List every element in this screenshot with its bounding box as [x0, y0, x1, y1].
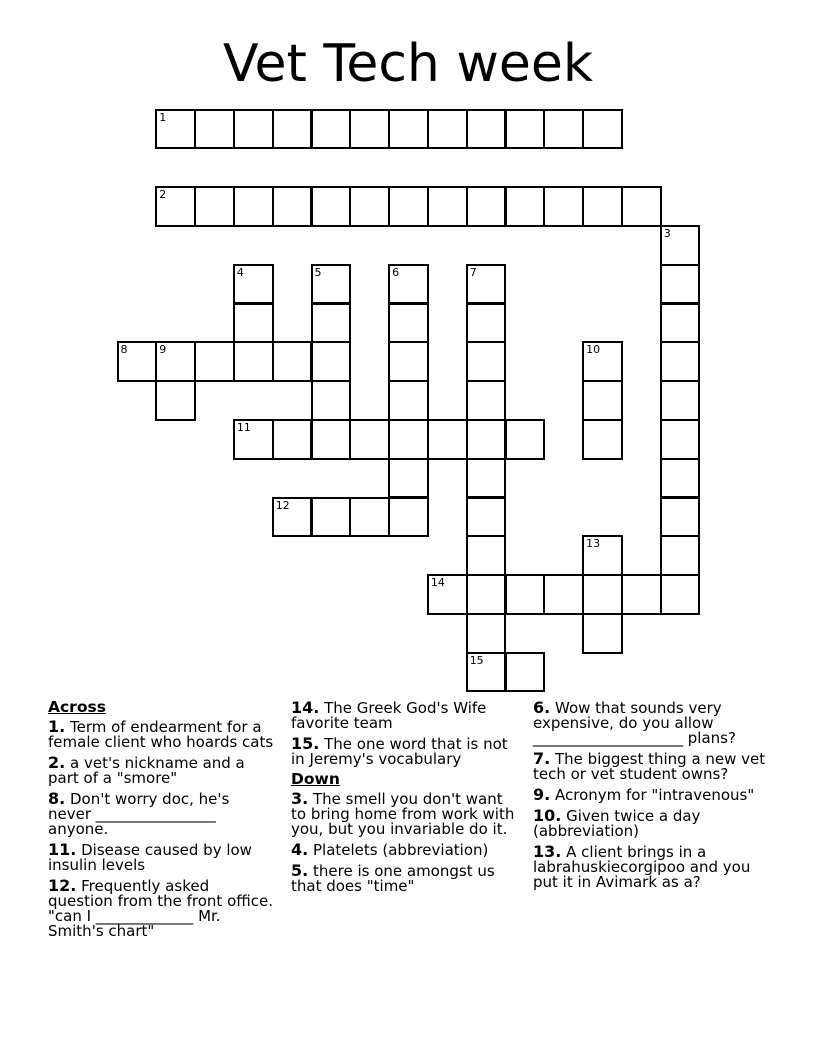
grid-cell[interactable]: [466, 264, 507, 305]
clue-text: A client brings in a labrahuskiecorgipoo and you put it in Avimark as a?: [533, 843, 751, 891]
grid-cell[interactable]: [233, 303, 274, 344]
grid-cell[interactable]: [194, 341, 235, 382]
grid-cell[interactable]: [660, 574, 701, 615]
grid-cell[interactable]: [582, 574, 623, 615]
grid-cell[interactable]: [233, 341, 274, 382]
clue-number: 7.: [533, 749, 551, 768]
grid-cell[interactable]: [349, 109, 390, 150]
cell-number: 7: [469, 265, 477, 279]
cell-number: 2: [159, 188, 167, 202]
clue-number: 12.: [48, 876, 77, 895]
clue-text: The Greek God's Wife favorite team: [291, 699, 487, 732]
grid-cell[interactable]: [349, 419, 390, 460]
grid-cell[interactable]: [466, 574, 507, 615]
grid-cell[interactable]: [155, 380, 196, 421]
grid-cell[interactable]: [660, 341, 701, 382]
grid-cell[interactable]: [388, 264, 429, 305]
clue-down-5: [291, 863, 519, 894]
clue-number: 2.: [48, 753, 66, 772]
clues-column-2: [291, 700, 519, 899]
clue-number: 15.: [291, 734, 320, 753]
grid-cell[interactable]: [388, 109, 429, 150]
clue-number: 5.: [291, 861, 309, 880]
grid-cell[interactable]: [660, 303, 701, 344]
across-heading: Across: [48, 698, 106, 716]
clue-text: Don't worry doc, he's never ________________ anyone.: [48, 790, 230, 838]
clue-number: 9.: [533, 785, 551, 804]
clue-text: The biggest thing a new vet tech or vet student owns?: [533, 750, 766, 783]
grid-cell[interactable]: [660, 225, 701, 266]
clue-down-6: [533, 700, 773, 746]
cell-number: 3: [663, 226, 671, 240]
clue-text: The smell you don't want to bring home from work with you, but you invariable do it.: [291, 790, 515, 838]
clue-text: Disease caused by low insulin levels: [48, 841, 252, 874]
cell-number: 9: [159, 343, 167, 357]
cell-number: 1: [159, 110, 167, 124]
grid-cell[interactable]: [660, 458, 701, 499]
grid-cell[interactable]: [155, 186, 196, 227]
grid-cell[interactable]: [466, 535, 507, 576]
clue-number: 11.: [48, 840, 77, 859]
grid-cell[interactable]: [660, 380, 701, 421]
grid-cell[interactable]: [311, 264, 352, 305]
grid-cell[interactable]: [543, 186, 584, 227]
grid-cell[interactable]: [194, 186, 235, 227]
grid-cell[interactable]: [311, 186, 352, 227]
cell-number: 6: [392, 265, 400, 279]
grid-cell[interactable]: [272, 186, 313, 227]
grid-cell[interactable]: [466, 652, 507, 693]
clue-text: Frequently asked question from the front office. "can I _____________ Mr. Smith's chart": [48, 877, 274, 940]
grid-cell[interactable]: [272, 419, 313, 460]
grid-cell[interactable]: [543, 109, 584, 150]
cell-number: 15: [469, 653, 484, 667]
grid-cell[interactable]: [349, 497, 390, 538]
cell-number: 12: [275, 498, 290, 512]
clue-across-15: [291, 736, 519, 767]
clue-down-3: [291, 791, 519, 837]
clue-across-14: [291, 700, 519, 731]
clue-across-8: [48, 791, 274, 837]
grid-cell[interactable]: [582, 186, 623, 227]
clue-text: Wow that sounds very expensive, do you allow ____________________ plans?: [533, 699, 736, 747]
clue-down-9: [533, 787, 773, 803]
grid-cell[interactable]: [466, 613, 507, 654]
cell-number: 4: [236, 265, 244, 279]
grid-cell[interactable]: [388, 419, 429, 460]
grid-cell[interactable]: [388, 380, 429, 421]
grid-cell[interactable]: [660, 497, 701, 538]
grid-cell[interactable]: [466, 419, 507, 460]
clue-text: there is one amongst us that does "time": [291, 862, 495, 895]
clue-across-2: [48, 755, 274, 786]
clue-text: a vet's nickname and a part of a "smore": [48, 754, 245, 787]
grid-cell[interactable]: [388, 303, 429, 344]
grid-cell[interactable]: [466, 497, 507, 538]
grid-cell[interactable]: [582, 419, 623, 460]
grid-cell[interactable]: [388, 458, 429, 499]
grid-cell[interactable]: [427, 109, 468, 150]
clue-number: 3.: [291, 789, 309, 808]
grid-cell[interactable]: [582, 380, 623, 421]
grid-cell[interactable]: [272, 497, 313, 538]
grid-cell[interactable]: [505, 109, 546, 150]
grid-cell[interactable]: [582, 109, 623, 150]
grid-cell[interactable]: [505, 419, 546, 460]
clue-down-7: [533, 751, 773, 782]
clue-text: Term of endearment for a female client who hoards cats: [48, 718, 274, 751]
grid-cell[interactable]: [311, 303, 352, 344]
clue-number: 4.: [291, 840, 309, 859]
cell-number: 5: [314, 265, 322, 279]
clue-down-13: [533, 844, 773, 890]
grid-cell[interactable]: [349, 186, 390, 227]
grid-cell[interactable]: [388, 341, 429, 382]
grid-cell[interactable]: [272, 109, 313, 150]
grid-cell[interactable]: [388, 186, 429, 227]
clue-across-12: [48, 878, 274, 939]
clue-across-1: [48, 719, 274, 750]
grid-cell[interactable]: [311, 341, 352, 382]
grid-cell[interactable]: [427, 574, 468, 615]
grid-cell[interactable]: [660, 419, 701, 460]
grid-cell[interactable]: [194, 109, 235, 150]
grid-cell[interactable]: [582, 341, 623, 382]
grid-cell[interactable]: [311, 380, 352, 421]
grid-cell[interactable]: [621, 574, 662, 615]
grid-cell[interactable]: [505, 652, 546, 693]
grid-cell[interactable]: [233, 109, 274, 150]
cell-number: 8: [120, 343, 128, 357]
clue-number: 1.: [48, 717, 66, 736]
clue-number: 14.: [291, 698, 320, 717]
grid-cell[interactable]: [543, 574, 584, 615]
grid-cell[interactable]: [427, 419, 468, 460]
clues-column-1: [48, 700, 274, 944]
puzzle-title: Vet Tech week: [222, 34, 594, 94]
grid-cell[interactable]: [582, 535, 623, 576]
clue-number: 6.: [533, 698, 551, 717]
grid-cell[interactable]: [505, 574, 546, 615]
clue-text: Given twice a day (abbreviation): [533, 807, 701, 840]
clue-number: 13.: [533, 842, 562, 861]
cell-number: 14: [430, 576, 445, 590]
clue-text: Acronym for "intravenous": [555, 786, 755, 804]
cell-number: 13: [586, 537, 601, 551]
clue-text: The one word that is not in Jeremy's vocabulary: [291, 735, 508, 768]
grid-cell[interactable]: [427, 186, 468, 227]
down-heading: Down: [291, 770, 340, 788]
grid-cell[interactable]: [466, 109, 507, 150]
grid-cell[interactable]: [582, 613, 623, 654]
grid-cell[interactable]: [388, 497, 429, 538]
grid-cell[interactable]: [233, 264, 274, 305]
clue-number: 8.: [48, 789, 66, 808]
grid-cell[interactable]: [466, 186, 507, 227]
grid-cell[interactable]: [233, 419, 274, 460]
grid-cell[interactable]: [466, 458, 507, 499]
grid-cell[interactable]: [466, 380, 507, 421]
grid-cell[interactable]: [621, 186, 662, 227]
grid-cell[interactable]: [272, 341, 313, 382]
grid-cell[interactable]: [505, 186, 546, 227]
grid-cell[interactable]: [155, 341, 196, 382]
grid-cell[interactable]: [233, 186, 274, 227]
clue-across-11: [48, 842, 274, 873]
clue-down-10: [533, 808, 773, 839]
grid-cell[interactable]: [660, 264, 701, 305]
grid-cell[interactable]: [466, 341, 507, 382]
cell-number: 10: [586, 343, 601, 357]
clue-number: 10.: [533, 806, 562, 825]
grid-cell[interactable]: [117, 341, 158, 382]
clue-text: Platelets (abbreviation): [313, 841, 489, 859]
grid-cell[interactable]: [660, 535, 701, 576]
grid-cell[interactable]: [311, 419, 352, 460]
grid-cell[interactable]: [311, 497, 352, 538]
clues-column-3: [533, 700, 773, 895]
cell-number: 11: [236, 420, 251, 434]
grid-cell[interactable]: [466, 303, 507, 344]
clue-down-4: [291, 842, 519, 858]
grid-cell[interactable]: [311, 109, 352, 150]
grid-cell[interactable]: [155, 109, 196, 150]
